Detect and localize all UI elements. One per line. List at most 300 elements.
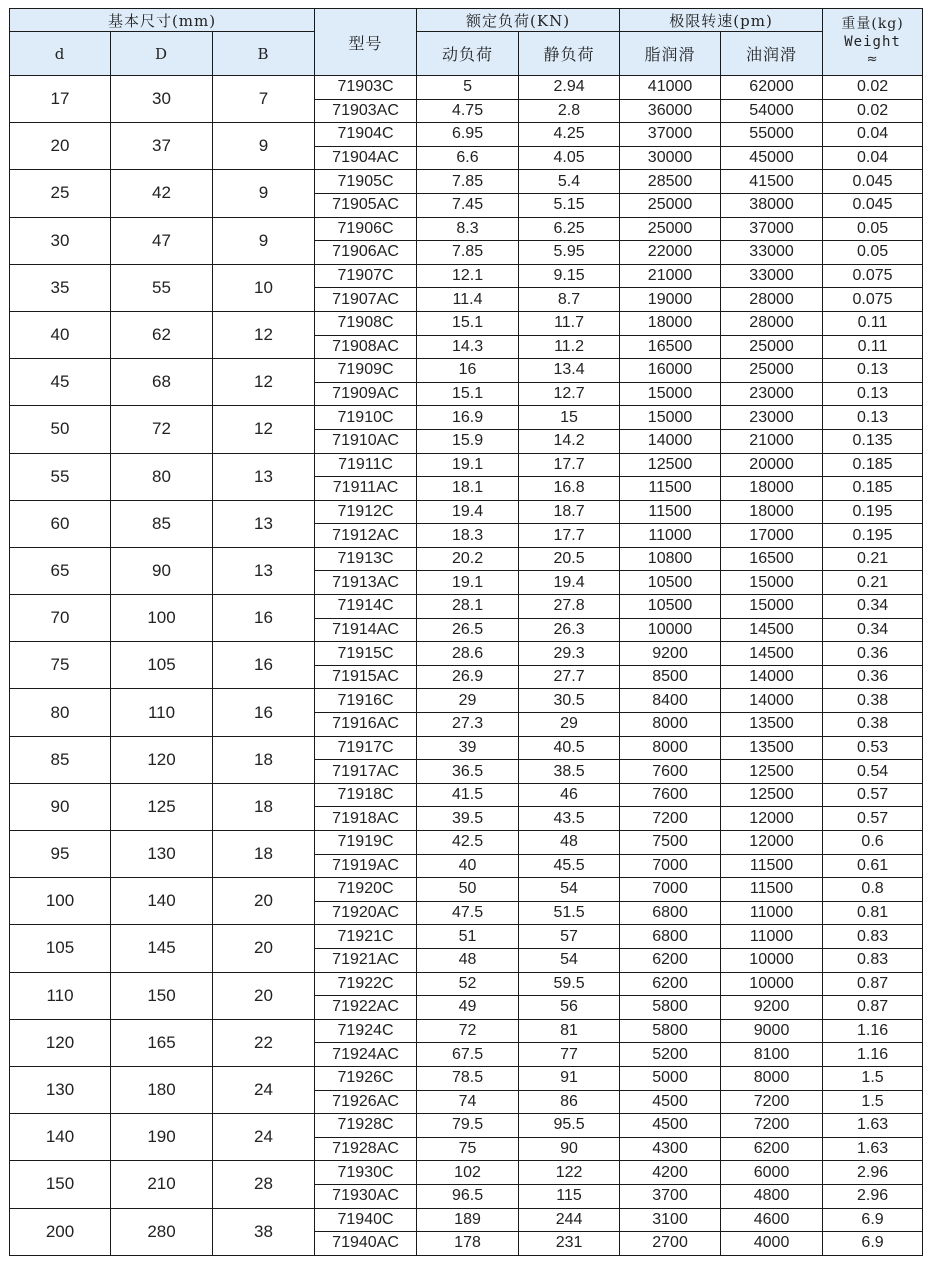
cell-grease-speed: 6800 <box>620 901 721 925</box>
cell-outer-D: 72 <box>111 406 213 453</box>
cell-grease-speed: 37000 <box>620 123 721 147</box>
cell-weight: 6.9 <box>823 1232 923 1256</box>
cell-width-B: 20 <box>213 972 315 1019</box>
cell-grease-speed: 10800 <box>620 547 721 571</box>
cell-dynamic-load: 51 <box>417 925 519 949</box>
cell-weight: 0.135 <box>823 429 923 453</box>
cell-bore-d: 20 <box>10 123 111 170</box>
cell-oil-speed: 41500 <box>721 170 823 194</box>
cell-weight: 0.38 <box>823 713 923 737</box>
cell-static-load: 122 <box>519 1161 620 1185</box>
cell-oil-speed: 4000 <box>721 1232 823 1256</box>
cell-grease-speed: 5800 <box>620 996 721 1020</box>
table-row <box>10 123 923 147</box>
cell-oil-speed: 12000 <box>721 831 823 855</box>
cell-grease-speed: 8500 <box>620 665 721 689</box>
cell-outer-D: 68 <box>111 359 213 406</box>
cell-model: 71903C <box>315 76 417 100</box>
cell-model: 71926C <box>315 1066 417 1090</box>
cell-outer-D: 100 <box>111 595 213 642</box>
cell-model: 71914C <box>315 595 417 619</box>
cell-static-load: 244 <box>519 1208 620 1232</box>
cell-static-load: 4.05 <box>519 146 620 170</box>
cell-model: 71910AC <box>315 429 417 453</box>
cell-weight: 6.9 <box>823 1208 923 1232</box>
cell-static-load: 40.5 <box>519 736 620 760</box>
cell-oil-speed: 12000 <box>721 807 823 831</box>
cell-bore-d: 100 <box>10 878 111 925</box>
cell-weight: 1.5 <box>823 1090 923 1114</box>
cell-oil-speed: 28000 <box>721 311 823 335</box>
cell-static-load: 16.8 <box>519 477 620 501</box>
cell-grease-speed: 18000 <box>620 311 721 335</box>
cell-weight: 1.5 <box>823 1066 923 1090</box>
cell-dynamic-load: 96.5 <box>417 1184 519 1208</box>
cell-grease-speed: 30000 <box>620 146 721 170</box>
cell-oil-speed: 21000 <box>721 429 823 453</box>
table-row <box>10 76 923 100</box>
cell-dynamic-load: 39.5 <box>417 807 519 831</box>
cell-outer-D: 105 <box>111 642 213 689</box>
cell-static-load: 6.25 <box>519 217 620 241</box>
cell-dynamic-load: 48 <box>417 948 519 972</box>
cell-weight: 1.63 <box>823 1137 923 1161</box>
cell-model: 71921AC <box>315 948 417 972</box>
cell-model: 71906C <box>315 217 417 241</box>
cell-grease-speed: 25000 <box>620 217 721 241</box>
cell-static-load: 20.5 <box>519 547 620 571</box>
cell-width-B: 7 <box>213 76 315 123</box>
cell-model: 71917AC <box>315 760 417 784</box>
table-row <box>10 406 923 430</box>
cell-static-load: 5.95 <box>519 241 620 265</box>
cell-oil-speed: 9200 <box>721 996 823 1020</box>
cell-dynamic-load: 72 <box>417 1019 519 1043</box>
cell-static-load: 11.7 <box>519 311 620 335</box>
cell-weight: 0.05 <box>823 241 923 265</box>
cell-width-B: 24 <box>213 1066 315 1113</box>
cell-width-B: 28 <box>213 1161 315 1208</box>
cell-grease-speed: 8000 <box>620 736 721 760</box>
cell-dynamic-load: 41.5 <box>417 783 519 807</box>
cell-static-load: 231 <box>519 1232 620 1256</box>
cell-model: 71918AC <box>315 807 417 831</box>
cell-width-B: 20 <box>213 878 315 925</box>
cell-weight: 0.83 <box>823 925 923 949</box>
cell-weight: 0.61 <box>823 854 923 878</box>
table-row <box>10 453 923 477</box>
cell-dynamic-load: 18.3 <box>417 524 519 548</box>
cell-static-load: 26.3 <box>519 618 620 642</box>
cell-width-B: 13 <box>213 547 315 594</box>
cell-bore-d: 65 <box>10 547 111 594</box>
header-B: B <box>213 32 315 76</box>
cell-oil-speed: 6000 <box>721 1161 823 1185</box>
header-rated-load: 额定负荷(KN) <box>417 9 620 32</box>
cell-dynamic-load: 7.85 <box>417 170 519 194</box>
cell-model: 71924AC <box>315 1043 417 1067</box>
cell-weight: 0.34 <box>823 595 923 619</box>
cell-dynamic-load: 29 <box>417 689 519 713</box>
cell-width-B: 16 <box>213 689 315 736</box>
cell-width-B: 9 <box>213 170 315 217</box>
cell-model: 71909C <box>315 359 417 383</box>
cell-width-B: 9 <box>213 217 315 264</box>
cell-dynamic-load: 79.5 <box>417 1114 519 1138</box>
header-static-load: 静负荷 <box>519 32 620 76</box>
cell-dynamic-load: 14.3 <box>417 335 519 359</box>
cell-weight: 0.6 <box>823 831 923 855</box>
cell-weight: 0.11 <box>823 335 923 359</box>
cell-grease-speed: 22000 <box>620 241 721 265</box>
cell-model: 71920AC <box>315 901 417 925</box>
cell-dynamic-load: 102 <box>417 1161 519 1185</box>
cell-oil-speed: 10000 <box>721 972 823 996</box>
cell-weight: 0.05 <box>823 217 923 241</box>
cell-grease-speed: 7000 <box>620 854 721 878</box>
cell-dynamic-load: 26.5 <box>417 618 519 642</box>
cell-grease-speed: 15000 <box>620 382 721 406</box>
table-row <box>10 170 923 194</box>
cell-weight: 0.57 <box>823 783 923 807</box>
table-row <box>10 689 923 713</box>
cell-weight: 0.13 <box>823 382 923 406</box>
cell-model: 71926AC <box>315 1090 417 1114</box>
cell-static-load: 46 <box>519 783 620 807</box>
table-header <box>10 9 923 76</box>
cell-dynamic-load: 28.1 <box>417 595 519 619</box>
cell-grease-speed: 8400 <box>620 689 721 713</box>
table-row <box>10 1066 923 1090</box>
cell-static-load: 59.5 <box>519 972 620 996</box>
cell-model: 71908C <box>315 311 417 335</box>
cell-grease-speed: 6800 <box>620 925 721 949</box>
cell-dynamic-load: 4.75 <box>417 99 519 123</box>
table-row <box>10 972 923 996</box>
cell-static-load: 90 <box>519 1137 620 1161</box>
cell-width-B: 12 <box>213 359 315 406</box>
cell-grease-speed: 7000 <box>620 878 721 902</box>
cell-dynamic-load: 6.95 <box>417 123 519 147</box>
table-row <box>10 311 923 335</box>
cell-model: 71919C <box>315 831 417 855</box>
cell-model: 71928C <box>315 1114 417 1138</box>
cell-dynamic-load: 50 <box>417 878 519 902</box>
cell-oil-speed: 7200 <box>721 1090 823 1114</box>
cell-weight: 0.075 <box>823 264 923 288</box>
cell-static-load: 56 <box>519 996 620 1020</box>
cell-static-load: 2.94 <box>519 76 620 100</box>
cell-dynamic-load: 19.1 <box>417 571 519 595</box>
cell-oil-speed: 23000 <box>721 406 823 430</box>
cell-outer-D: 37 <box>111 123 213 170</box>
cell-weight: 0.8 <box>823 878 923 902</box>
cell-static-load: 91 <box>519 1066 620 1090</box>
cell-model: 71913AC <box>315 571 417 595</box>
cell-bore-d: 80 <box>10 689 111 736</box>
cell-outer-D: 145 <box>111 925 213 972</box>
cell-grease-speed: 11500 <box>620 477 721 501</box>
cell-model: 71911C <box>315 453 417 477</box>
cell-weight: 0.81 <box>823 901 923 925</box>
cell-oil-speed: 25000 <box>721 359 823 383</box>
cell-grease-speed: 14000 <box>620 429 721 453</box>
cell-model: 71940C <box>315 1208 417 1232</box>
cell-bore-d: 105 <box>10 925 111 972</box>
cell-oil-speed: 17000 <box>721 524 823 548</box>
cell-dynamic-load: 189 <box>417 1208 519 1232</box>
cell-dynamic-load: 36.5 <box>417 760 519 784</box>
cell-dynamic-load: 26.9 <box>417 665 519 689</box>
cell-bore-d: 110 <box>10 972 111 1019</box>
cell-outer-D: 210 <box>111 1161 213 1208</box>
cell-weight: 0.87 <box>823 996 923 1020</box>
cell-static-load: 54 <box>519 948 620 972</box>
cell-weight: 0.04 <box>823 123 923 147</box>
cell-bore-d: 60 <box>10 500 111 547</box>
cell-static-load: 5.4 <box>519 170 620 194</box>
cell-bore-d: 30 <box>10 217 111 264</box>
cell-static-load: 43.5 <box>519 807 620 831</box>
cell-model: 71922C <box>315 972 417 996</box>
cell-grease-speed: 41000 <box>620 76 721 100</box>
cell-grease-speed: 7600 <box>620 760 721 784</box>
cell-weight: 0.13 <box>823 359 923 383</box>
cell-model: 71913C <box>315 547 417 571</box>
cell-weight: 0.53 <box>823 736 923 760</box>
cell-dynamic-load: 15.1 <box>417 382 519 406</box>
cell-grease-speed: 25000 <box>620 193 721 217</box>
cell-dynamic-load: 49 <box>417 996 519 1020</box>
table-row <box>10 547 923 571</box>
cell-static-load: 5.15 <box>519 193 620 217</box>
cell-bore-d: 150 <box>10 1161 111 1208</box>
cell-bore-d: 70 <box>10 595 111 642</box>
cell-grease-speed: 16000 <box>620 359 721 383</box>
cell-dynamic-load: 16 <box>417 359 519 383</box>
cell-dynamic-load: 7.45 <box>417 193 519 217</box>
cell-outer-D: 130 <box>111 831 213 878</box>
cell-model: 71930C <box>315 1161 417 1185</box>
cell-weight: 0.34 <box>823 618 923 642</box>
cell-bore-d: 75 <box>10 642 111 689</box>
cell-model: 71903AC <box>315 99 417 123</box>
cell-weight: 0.38 <box>823 689 923 713</box>
header-oil-lubrication: 油润滑 <box>721 32 823 76</box>
cell-static-load: 4.25 <box>519 123 620 147</box>
cell-oil-speed: 54000 <box>721 99 823 123</box>
cell-dynamic-load: 15.9 <box>417 429 519 453</box>
cell-bore-d: 40 <box>10 311 111 358</box>
cell-bore-d: 50 <box>10 406 111 453</box>
cell-outer-D: 47 <box>111 217 213 264</box>
cell-weight: 0.11 <box>823 311 923 335</box>
cell-oil-speed: 11500 <box>721 878 823 902</box>
cell-grease-speed: 19000 <box>620 288 721 312</box>
cell-static-load: 95.5 <box>519 1114 620 1138</box>
cell-grease-speed: 2700 <box>620 1232 721 1256</box>
cell-grease-speed: 9200 <box>620 642 721 666</box>
table-row <box>10 878 923 902</box>
cell-oil-speed: 10000 <box>721 948 823 972</box>
cell-model: 71919AC <box>315 854 417 878</box>
cell-width-B: 18 <box>213 831 315 878</box>
cell-static-load: 51.5 <box>519 901 620 925</box>
cell-oil-speed: 12500 <box>721 760 823 784</box>
cell-oil-speed: 11500 <box>721 854 823 878</box>
cell-bore-d: 17 <box>10 76 111 123</box>
cell-width-B: 38 <box>213 1208 315 1255</box>
cell-oil-speed: 33000 <box>721 264 823 288</box>
cell-dynamic-load: 52 <box>417 972 519 996</box>
cell-static-load: 86 <box>519 1090 620 1114</box>
cell-static-load: 14.2 <box>519 429 620 453</box>
table-row <box>10 217 923 241</box>
cell-static-load: 9.15 <box>519 264 620 288</box>
cell-bore-d: 130 <box>10 1066 111 1113</box>
cell-dynamic-load: 42.5 <box>417 831 519 855</box>
cell-grease-speed: 15000 <box>620 406 721 430</box>
cell-dynamic-load: 12.1 <box>417 264 519 288</box>
cell-weight: 0.21 <box>823 571 923 595</box>
table-row <box>10 500 923 524</box>
cell-weight: 0.075 <box>823 288 923 312</box>
cell-outer-D: 120 <box>111 736 213 783</box>
cell-grease-speed: 16500 <box>620 335 721 359</box>
cell-static-load: 15 <box>519 406 620 430</box>
cell-grease-speed: 6200 <box>620 948 721 972</box>
cell-outer-D: 180 <box>111 1066 213 1113</box>
cell-static-load: 17.7 <box>519 453 620 477</box>
cell-oil-speed: 20000 <box>721 453 823 477</box>
cell-static-load: 115 <box>519 1184 620 1208</box>
cell-dynamic-load: 27.3 <box>417 713 519 737</box>
cell-grease-speed: 10500 <box>620 571 721 595</box>
cell-width-B: 9 <box>213 123 315 170</box>
cell-model: 71924C <box>315 1019 417 1043</box>
cell-outer-D: 150 <box>111 972 213 1019</box>
table-row <box>10 736 923 760</box>
cell-oil-speed: 28000 <box>721 288 823 312</box>
cell-width-B: 22 <box>213 1019 315 1066</box>
header-weight-en: Weight <box>844 34 901 50</box>
cell-static-load: 19.4 <box>519 571 620 595</box>
cell-model: 71916C <box>315 689 417 713</box>
cell-oil-speed: 33000 <box>721 241 823 265</box>
cell-model: 71915C <box>315 642 417 666</box>
cell-weight: 0.02 <box>823 99 923 123</box>
cell-bore-d: 25 <box>10 170 111 217</box>
cell-dynamic-load: 19.1 <box>417 453 519 477</box>
cell-weight: 2.96 <box>823 1184 923 1208</box>
cell-static-load: 38.5 <box>519 760 620 784</box>
cell-bore-d: 95 <box>10 831 111 878</box>
cell-width-B: 16 <box>213 595 315 642</box>
cell-model: 71904AC <box>315 146 417 170</box>
table-row <box>10 642 923 666</box>
cell-static-load: 77 <box>519 1043 620 1067</box>
cell-model: 71914AC <box>315 618 417 642</box>
cell-weight: 1.16 <box>823 1019 923 1043</box>
cell-model: 71915AC <box>315 665 417 689</box>
header-basic-dimensions: 基本尺寸(mm) <box>10 9 315 32</box>
cell-dynamic-load: 67.5 <box>417 1043 519 1067</box>
cell-grease-speed: 10500 <box>620 595 721 619</box>
cell-grease-speed: 10000 <box>620 618 721 642</box>
cell-outer-D: 90 <box>111 547 213 594</box>
cell-static-load: 11.2 <box>519 335 620 359</box>
cell-outer-D: 30 <box>111 76 213 123</box>
table-row <box>10 359 923 383</box>
header-D: D <box>111 32 213 76</box>
cell-dynamic-load: 40 <box>417 854 519 878</box>
cell-weight: 0.04 <box>823 146 923 170</box>
cell-weight: 0.195 <box>823 524 923 548</box>
cell-outer-D: 42 <box>111 170 213 217</box>
cell-width-B: 12 <box>213 311 315 358</box>
cell-grease-speed: 4300 <box>620 1137 721 1161</box>
cell-dynamic-load: 18.1 <box>417 477 519 501</box>
cell-grease-speed: 3700 <box>620 1184 721 1208</box>
cell-grease-speed: 11500 <box>620 500 721 524</box>
cell-oil-speed: 62000 <box>721 76 823 100</box>
cell-model: 71905C <box>315 170 417 194</box>
cell-oil-speed: 8000 <box>721 1066 823 1090</box>
cell-weight: 0.13 <box>823 406 923 430</box>
cell-static-load: 54 <box>519 878 620 902</box>
cell-dynamic-load: 74 <box>417 1090 519 1114</box>
cell-oil-speed: 14000 <box>721 689 823 713</box>
cell-static-load: 27.8 <box>519 595 620 619</box>
cell-bore-d: 90 <box>10 783 111 830</box>
cell-width-B: 10 <box>213 264 315 311</box>
cell-static-load: 12.7 <box>519 382 620 406</box>
cell-weight: 0.21 <box>823 547 923 571</box>
cell-static-load: 8.7 <box>519 288 620 312</box>
header-model: 型号 <box>315 9 417 76</box>
cell-dynamic-load: 178 <box>417 1232 519 1256</box>
cell-oil-speed: 14000 <box>721 665 823 689</box>
cell-dynamic-load: 16.9 <box>417 406 519 430</box>
cell-dynamic-load: 7.85 <box>417 241 519 265</box>
cell-bore-d: 140 <box>10 1114 111 1161</box>
cell-weight: 0.57 <box>823 807 923 831</box>
cell-bore-d: 85 <box>10 736 111 783</box>
cell-outer-D: 55 <box>111 264 213 311</box>
cell-model: 71907AC <box>315 288 417 312</box>
cell-model: 71916AC <box>315 713 417 737</box>
table-row <box>10 1114 923 1138</box>
cell-oil-speed: 4600 <box>721 1208 823 1232</box>
cell-oil-speed: 38000 <box>721 193 823 217</box>
cell-oil-speed: 9000 <box>721 1019 823 1043</box>
cell-oil-speed: 11000 <box>721 925 823 949</box>
cell-weight: 0.185 <box>823 477 923 501</box>
table-row <box>10 1161 923 1185</box>
cell-weight: 0.045 <box>823 170 923 194</box>
cell-grease-speed: 28500 <box>620 170 721 194</box>
cell-bore-d: 200 <box>10 1208 111 1255</box>
cell-weight: 0.83 <box>823 948 923 972</box>
table-body <box>10 76 923 1256</box>
cell-grease-speed: 8000 <box>620 713 721 737</box>
cell-model: 71912AC <box>315 524 417 548</box>
cell-static-load: 57 <box>519 925 620 949</box>
table-row <box>10 595 923 619</box>
cell-dynamic-load: 39 <box>417 736 519 760</box>
cell-grease-speed: 4500 <box>620 1090 721 1114</box>
cell-model: 71930AC <box>315 1184 417 1208</box>
